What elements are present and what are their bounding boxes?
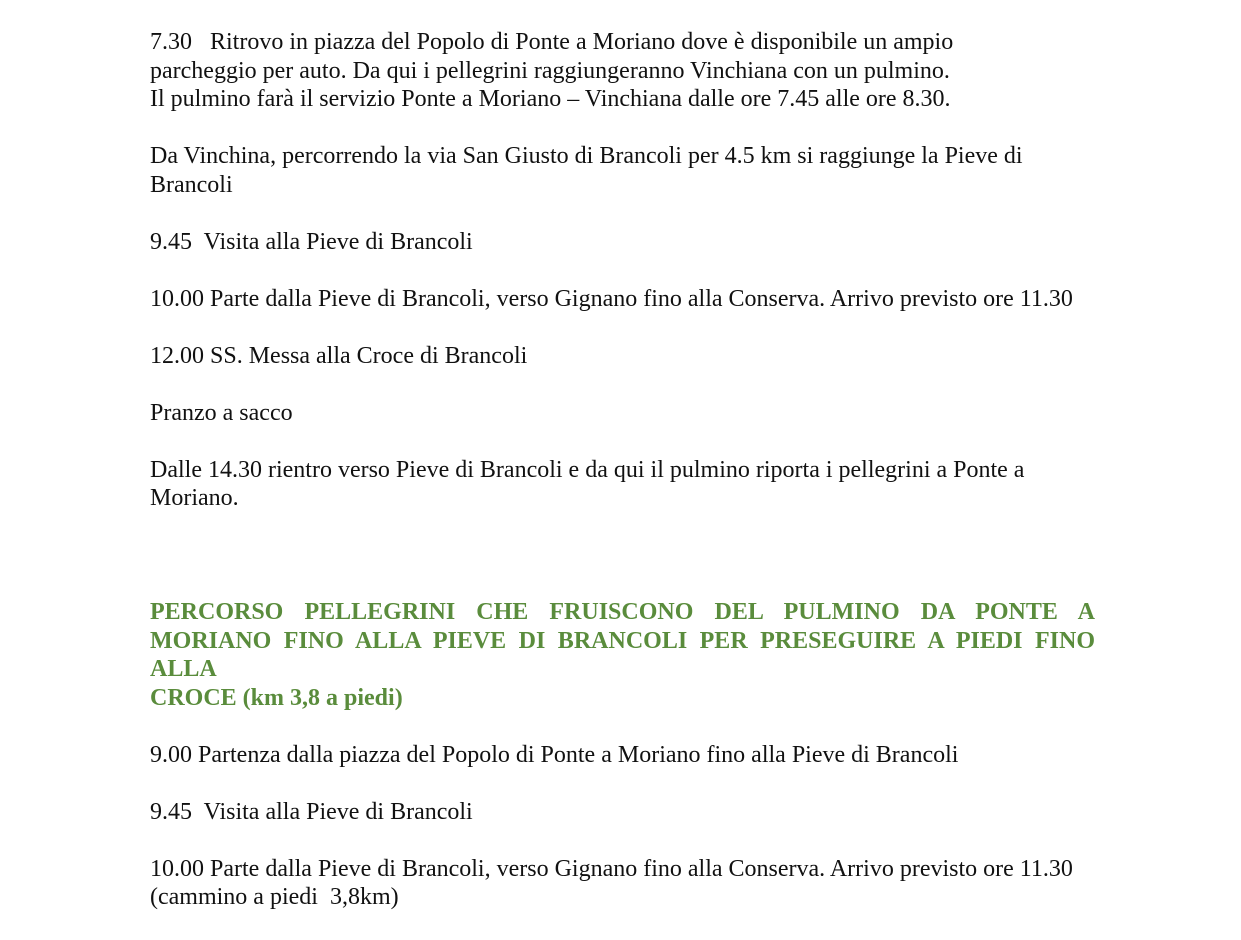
paragraph-return [150,456,1095,513]
paragraph-line: Il pulmino farà il servizio Ponte a Moriano – Vinchiana dalle ore 7.45 alle ore 8.30. [150,86,951,112]
paragraph-line: Brancoli [150,171,233,198]
paragraph-line: 9.00 Partenza dalla piazza del Popolo di Ponte a Moriano fino alla Pieve di Brancoli [150,741,959,768]
paragraph-meeting-point [150,28,1095,114]
section-spacer [150,541,1095,598]
paragraph-visit [150,228,1095,257]
paragraph-line: 7.30 Ritrovo in piazza del Popolo di Ponte a Moriano dove è disponibile un ampio [150,29,954,55]
heading-line-caps: CROCE [150,684,237,711]
paragraph-bus-departure [150,741,1095,770]
paragraph-line: Da Vinchina, percorrendo la via San Giusto di Brancoli per 4.5 km si raggiunge la Pieve di [150,143,1023,169]
paragraph-line: 10.00 Parte dalla Pieve di Brancoli, verso Gignano fino alla Conserva. Arrivo previsto ore 11.30 [150,855,1073,882]
paragraph-departure [150,285,1095,314]
paragraph-line: 12.00 SS. Messa alla Croce di Brancoli [150,342,528,369]
paragraph-line: 10.00 Parte dalla Pieve di Brancoli, verso Gignano fino alla Conserva. Arrivo previsto ore 11.30 [150,285,1073,312]
paragraph-mass [150,342,1095,371]
paragraph-lunch [150,399,1095,428]
paragraph-line: 9.45 Visita alla Pieve di Brancoli [150,798,473,825]
paragraph-departure-2 [150,855,1095,912]
heading-line-rest: (km 3,8 a piedi) [236,684,403,711]
paragraph-route [150,142,1095,199]
document-body [150,28,1095,940]
section-heading [150,598,1095,712]
paragraph-line: Moriano. [150,485,239,511]
paragraph-line: 9.45 Visita alla Pieve di Brancoli [150,228,473,255]
paragraph-visit-2 [150,798,1095,827]
heading-line: MORIANO FINO ALLA PIEVE DI BRANCOLI PER PRESEGUIRE A PIEDI FINO ALLA [150,627,1095,682]
paragraph-line: (cammino a piedi 3,8km) [150,884,399,910]
paragraph-line: parcheggio per auto. Da qui i pellegrini raggiungeranno Vinchiana con un pulmino. [150,57,950,84]
heading-line [150,684,1095,713]
paragraph-line: Dalle 14.30 rientro verso Pieve di Brancoli e da qui il pulmino riporta i pellegrini a Ponte a [150,456,1025,483]
paragraph-line: Pranzo a sacco [150,399,293,426]
heading-line: PERCORSO PELLEGRINI CHE FRUISCONO DEL PULMINO DA PONTE A [150,599,1095,625]
